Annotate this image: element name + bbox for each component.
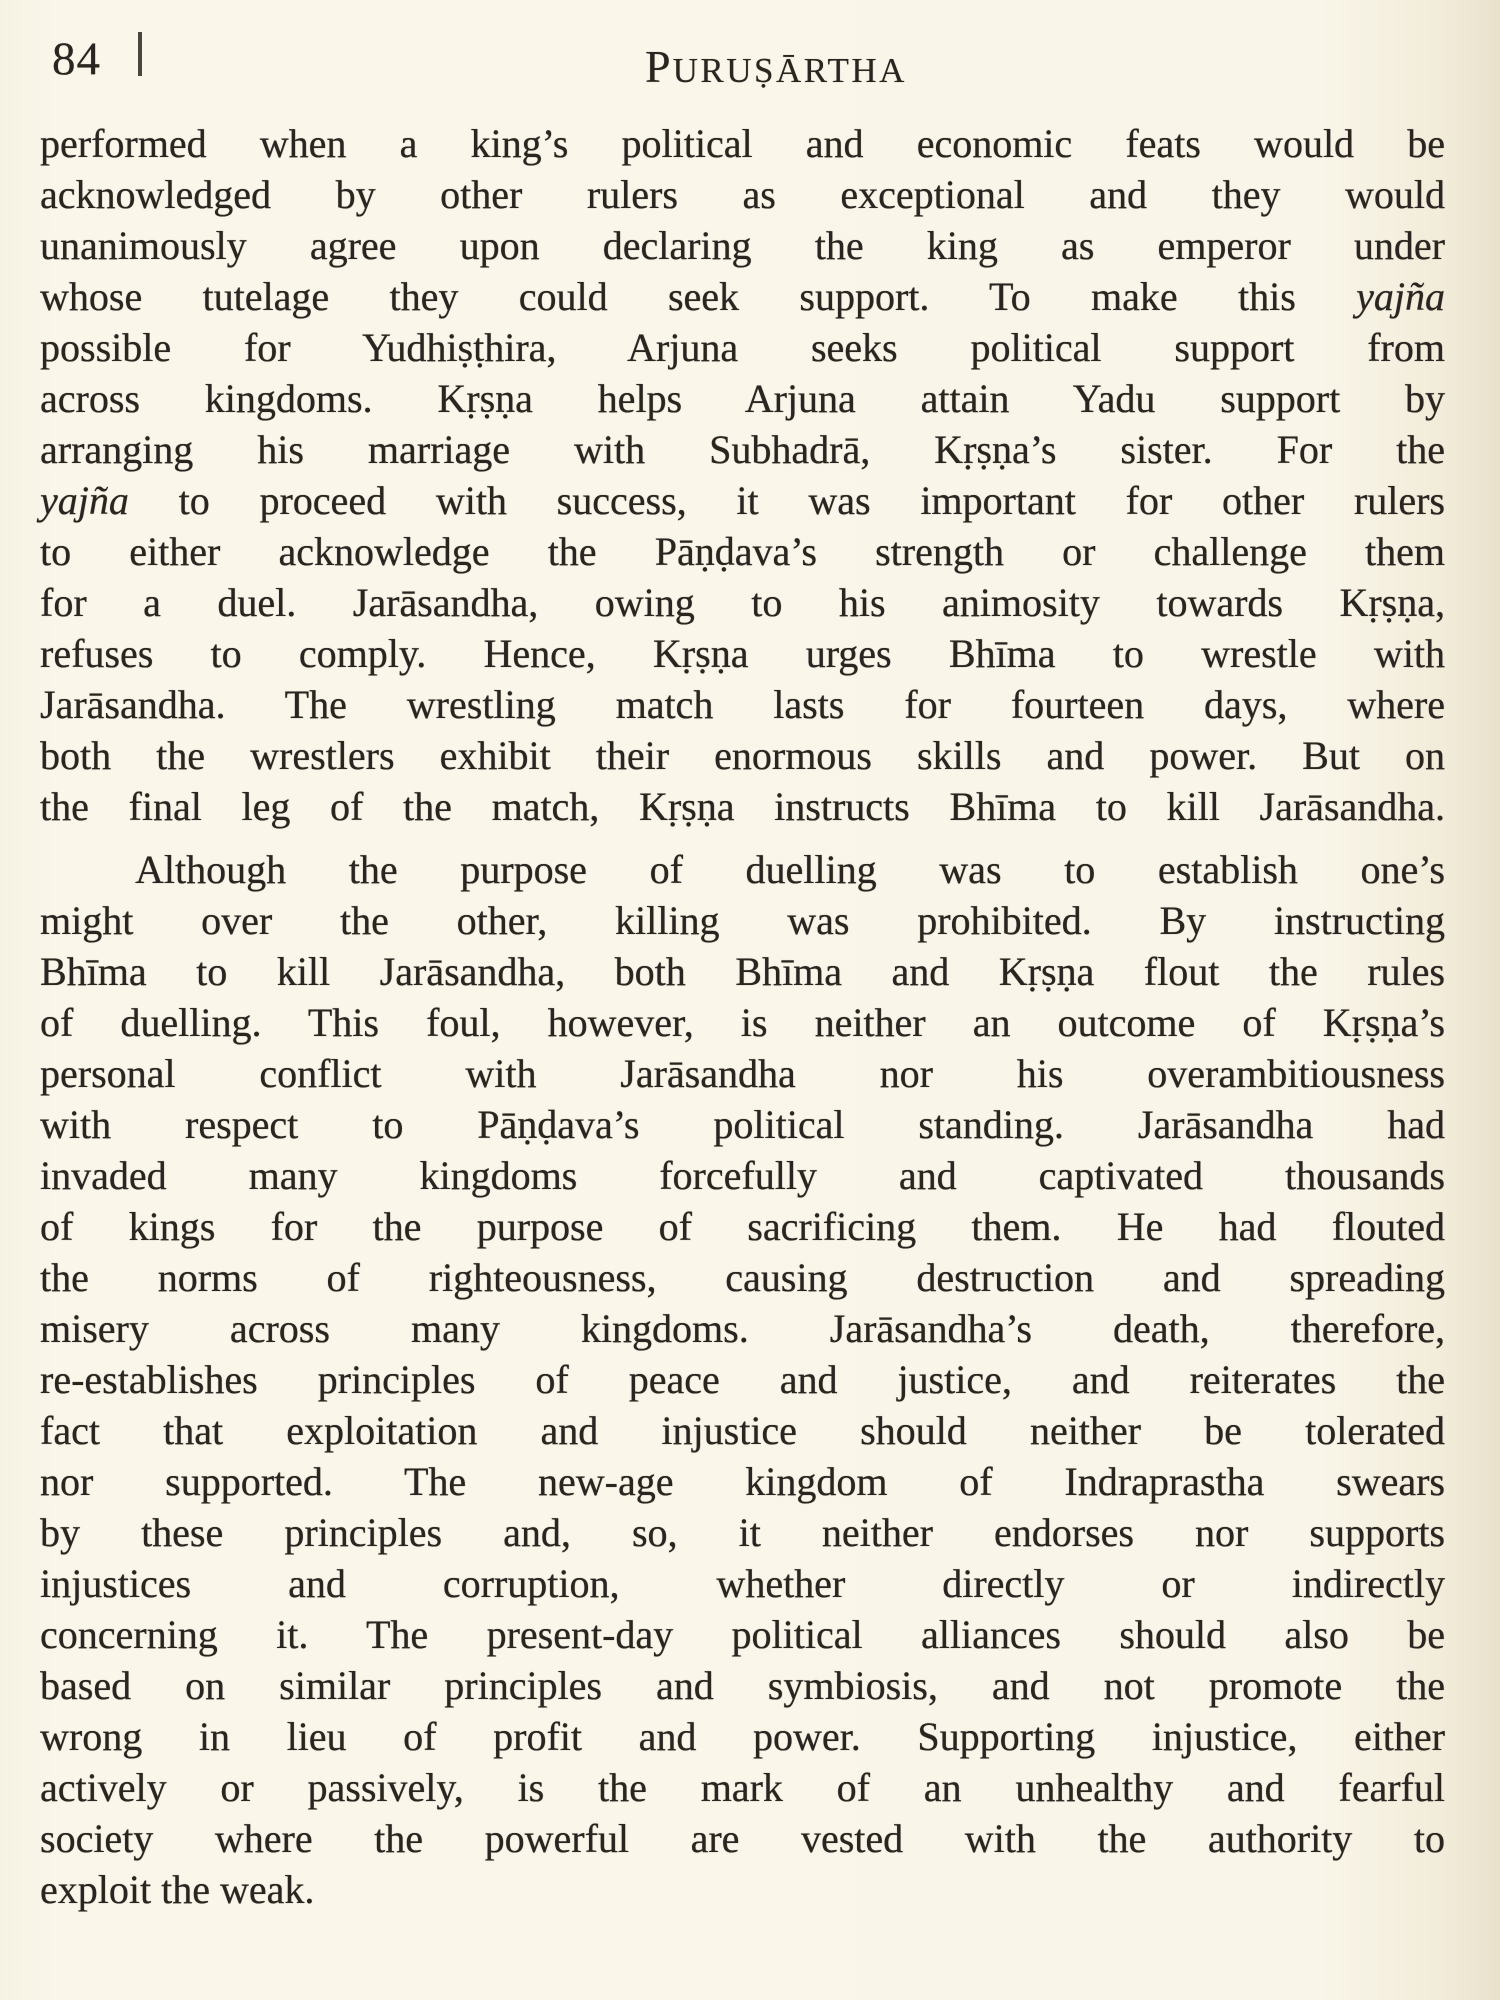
text-line: Bhīma to kill Jarāsandha, both Bhīma and Kṛṣṇa flout the rules — [40, 949, 1445, 994]
text-line: unanimously agree upon declaring the king as emperor under — [40, 223, 1445, 268]
body-text — [0, 118, 1500, 1915]
text-line: with respect to Pāṇḍava’s political standing. Jarāsandha had — [40, 1102, 1445, 1147]
text-line: Although the purpose of duelling was to establish one’s — [135, 847, 1445, 892]
header-title-initial: P — [645, 41, 673, 92]
text-line: personal conflict with Jarāsandha nor his overambitiousness — [40, 1051, 1445, 1096]
text-line: of duelling. This foul, however, is neither an outcome of Kṛṣṇa’s — [40, 1000, 1445, 1045]
text-line: wrong in lieu of profit and power. Supporting injustice, either — [40, 1714, 1445, 1759]
page-header-title — [26, 40, 1500, 93]
paragraph-2 — [40, 844, 1445, 1915]
text-line: refuses to comply. Hence, Kṛṣṇa urges Bhīma to wrestle with — [40, 631, 1445, 676]
text-line: society where the powerful are vested with the authority to — [40, 1816, 1445, 1861]
text-line: injustices and corruption, whether directly or indirectly — [40, 1561, 1445, 1606]
text-line: concerning it. The present-day political alliances should also be — [40, 1612, 1445, 1657]
page-number: 84 — [52, 33, 101, 85]
text-line: performed when a king’s political and economic feats would be — [40, 121, 1445, 166]
text-line: the norms of righteousness, causing destruction and spreading — [40, 1255, 1445, 1300]
text-line: invaded many kingdoms forcefully and captivated thousands — [40, 1153, 1445, 1198]
text-line: based on similar principles and symbiosis, and not promote the — [40, 1663, 1445, 1708]
text-line: the final leg of the match, Kṛṣṇa instructs Bhīma to kill Jarāsandha. — [40, 784, 1445, 829]
text-line: both the wrestlers exhibit their enormous skills and power. But on — [40, 733, 1445, 778]
running-header — [0, 0, 1500, 118]
text-line: acknowledged by other rulers as exceptional and they would — [40, 172, 1445, 217]
text-line: possible for Yudhiṣṭhira, Arjuna seeks political support from — [40, 325, 1445, 370]
text-line: actively or passively, is the mark of an unhealthy and fearful — [40, 1765, 1445, 1810]
text-line: might over the other, killing was prohibited. By instructing — [40, 898, 1445, 943]
text-line: exploit the weak. — [40, 1867, 315, 1912]
header-title-rest: URUṢĀRTHA — [672, 51, 907, 90]
text-line: of kings for the purpose of sacrificing them. He had flouted — [40, 1204, 1445, 1249]
text-line: to either acknowledge the Pāṇḍava’s strength or challenge them — [40, 529, 1445, 574]
paragraph-1 — [40, 118, 1445, 832]
text-line: for a duel. Jarāsandha, owing to his animosity towards Kṛṣṇa, — [40, 580, 1445, 625]
text-line: by these principles and, so, it neither endorses nor supports — [40, 1510, 1445, 1555]
text-line: nor supported. The new-age kingdom of Indraprastha swears — [40, 1459, 1445, 1504]
text-line: whose tutelage they could seek support. To make this yajña — [40, 274, 1445, 319]
text-line: fact that exploitation and injustice should neither be tolerated — [40, 1408, 1445, 1453]
text-line: Jarāsandha. The wrestling match lasts for fourteen days, where — [40, 682, 1445, 727]
text-line: arranging his marriage with Subhadrā, Kṛṣṇa’s sister. For the — [40, 427, 1445, 472]
text-line: misery across many kingdoms. Jarāsandha’s death, therefore, — [40, 1306, 1445, 1351]
text-line: yajña to proceed with success, it was important for other rulers — [40, 478, 1445, 523]
text-line: across kingdoms. Kṛṣṇa helps Arjuna attain Yadu support by — [40, 376, 1445, 421]
text-line: re-establishes principles of peace and justice, and reiterates the — [40, 1357, 1445, 1402]
